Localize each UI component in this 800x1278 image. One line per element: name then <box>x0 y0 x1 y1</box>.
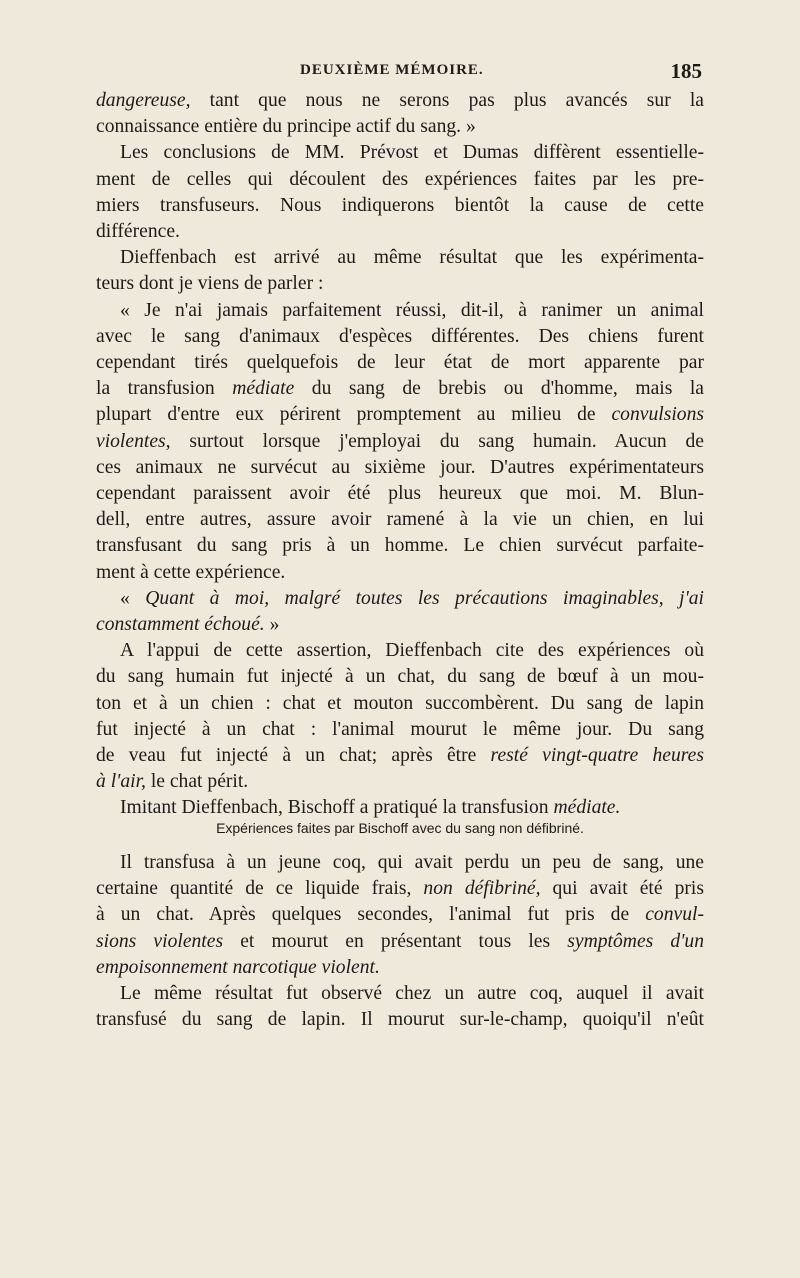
text-segment: « <box>120 587 146 609</box>
text-segment: différence. <box>96 221 180 243</box>
text-line <box>96 850 704 876</box>
text-segment: Il transfusa à un jeune coq, qui avait perdu un peu de sang, une <box>120 852 704 873</box>
text-segment: de veau fut injecté à un chat; après être <box>96 745 491 767</box>
italic-text: Quant à moi, malgré toutes les précautions imaginables, j'ai <box>145 587 704 609</box>
text-segment: ces animaux ne survécut au sixième jour. D'autres expérimentateurs <box>96 456 704 478</box>
text-line <box>96 455 704 481</box>
text-segment: Les conclusions de MM. Prévost et Dumas diffèrent essentielle- <box>120 142 704 164</box>
text-segment: ton et à un chien : chat et mouton succombèrent. Du sang de lapin <box>96 692 704 714</box>
text-segment: ment de celles qui découlent des expériences faites par les pre- <box>96 168 704 190</box>
italic-text: constamment échoué. <box>96 614 265 636</box>
text-segment: transfusé du sang de lapin. Il mourut sur-le-champ, quoiqu'il n'eût <box>96 1009 704 1031</box>
text-line <box>96 402 704 428</box>
text-segment: miers transfuseurs. Nous indiquerons bientôt la cause de cette <box>96 194 704 216</box>
page-number: 185 <box>670 59 702 83</box>
text-line <box>96 429 704 455</box>
italic-text: convulsions <box>611 404 704 426</box>
text-segment: fut injecté à un chat : l'animal mourut le même jour. Du sang <box>96 718 704 740</box>
text-segment: Dieffenbach est arrivé au même résultat que les expérimenta- <box>120 247 704 269</box>
text-line <box>96 88 704 114</box>
text-line <box>96 481 704 507</box>
text-line <box>96 507 704 533</box>
text-line <box>96 298 704 324</box>
text-segment: ment à cette expérience. <box>96 561 286 583</box>
italic-text: à l'air, <box>96 771 146 793</box>
text-line <box>96 638 704 664</box>
text-line <box>96 717 704 743</box>
text-line <box>96 114 704 140</box>
text-segment: Imitant Dieffenbach, Bischoff a pratiqué la transfusion <box>120 797 554 819</box>
italic-text: violentes, <box>96 430 171 452</box>
text-segment: teurs dont je viens de parler : <box>96 273 324 295</box>
running-title: DEUXIÈME MÉMOIRE. <box>300 62 484 78</box>
text-line <box>96 324 704 350</box>
text-line <box>96 769 704 795</box>
text-line <box>96 929 704 955</box>
italic-text: symptômes d'un <box>567 930 704 952</box>
text-segment: à un chat. Après quelques secondes, l'animal fut pris de <box>96 904 646 926</box>
page-header <box>300 59 702 86</box>
italic-text: empoisonnement narcotique violent. <box>96 956 380 978</box>
italic-text: convul- <box>645 904 704 926</box>
italic-text: dangereuse, <box>96 90 191 111</box>
text-segment: « Je n'ai jamais parfaitement réussi, dit-il, à ranimer un animal <box>120 299 704 321</box>
text-line <box>96 876 704 902</box>
text-segment: plupart d'entre eux périrent promptement au milieu de <box>96 404 612 426</box>
text-segment: » <box>264 614 280 636</box>
italic-text: médiate <box>232 378 295 400</box>
text-segment: avec le sang d'animaux d'espèces différentes. Des chiens furent <box>96 325 704 347</box>
text-line <box>96 167 704 193</box>
section-caption: Expériences faites par Bischoff avec du sang non défibriné. <box>216 820 584 836</box>
body-text-lower <box>96 850 704 1033</box>
text-line <box>96 902 704 928</box>
text-line <box>96 560 704 586</box>
text-segment: le chat périt. <box>145 771 249 793</box>
text-line <box>96 743 704 769</box>
text-line <box>96 376 704 402</box>
italic-text: médiate. <box>553 797 621 819</box>
text-line <box>96 271 704 297</box>
text-line <box>96 350 704 376</box>
text-segment: A l'appui de cette assertion, Dieffenbach cite des expériences où <box>120 640 704 662</box>
text-line <box>96 193 704 219</box>
text-segment: certaine quantité de ce liquide frais, <box>96 878 424 900</box>
text-segment: connaissance entière du principe actif du sang. » <box>96 116 476 138</box>
text-segment: Le même résultat fut observé chez un autre coq, auquel il avait <box>120 983 704 1005</box>
text-segment: cependant tirés quelquefois de leur état de mort apparente par <box>96 352 704 374</box>
text-line <box>96 533 704 559</box>
text-line <box>96 795 704 821</box>
text-line <box>96 140 704 166</box>
italic-text: non défibriné, <box>423 878 541 900</box>
text-line <box>96 586 704 612</box>
body-text-upper <box>96 88 704 822</box>
text-line <box>96 612 704 638</box>
text-line <box>96 981 704 1007</box>
text-line <box>96 955 704 981</box>
text-line <box>96 219 704 245</box>
text-segment: dell, entre autres, assure avoir ramené à la vie un chien, en lui <box>96 509 704 531</box>
text-segment: du sang humain fut injecté à un chat, du sang de bœuf à un mou- <box>96 666 704 688</box>
text-segment: cependant paraissent avoir été plus heureux que moi. M. Blun- <box>96 483 704 505</box>
text-line <box>96 245 704 271</box>
italic-text: sions violentes <box>96 930 224 952</box>
text-segment: qui avait été pris <box>540 878 704 900</box>
text-line <box>96 664 704 690</box>
text-segment: transfusant du sang pris à un homme. Le chien survécut parfaite- <box>96 535 704 557</box>
text-segment: et mourut en présentant tous les <box>223 930 568 952</box>
text-segment: du sang de brebis ou d'homme, mais la <box>294 378 705 400</box>
italic-text: resté vingt-quatre heures <box>490 745 704 767</box>
text-line <box>96 1007 704 1033</box>
text-segment: tant que nous ne serons pas plus avancés sur la <box>190 90 704 111</box>
text-line <box>96 691 704 717</box>
text-segment: la transfusion <box>96 378 233 400</box>
text-segment: surtout lorsque j'employai du sang humain. Aucun de <box>170 430 704 452</box>
